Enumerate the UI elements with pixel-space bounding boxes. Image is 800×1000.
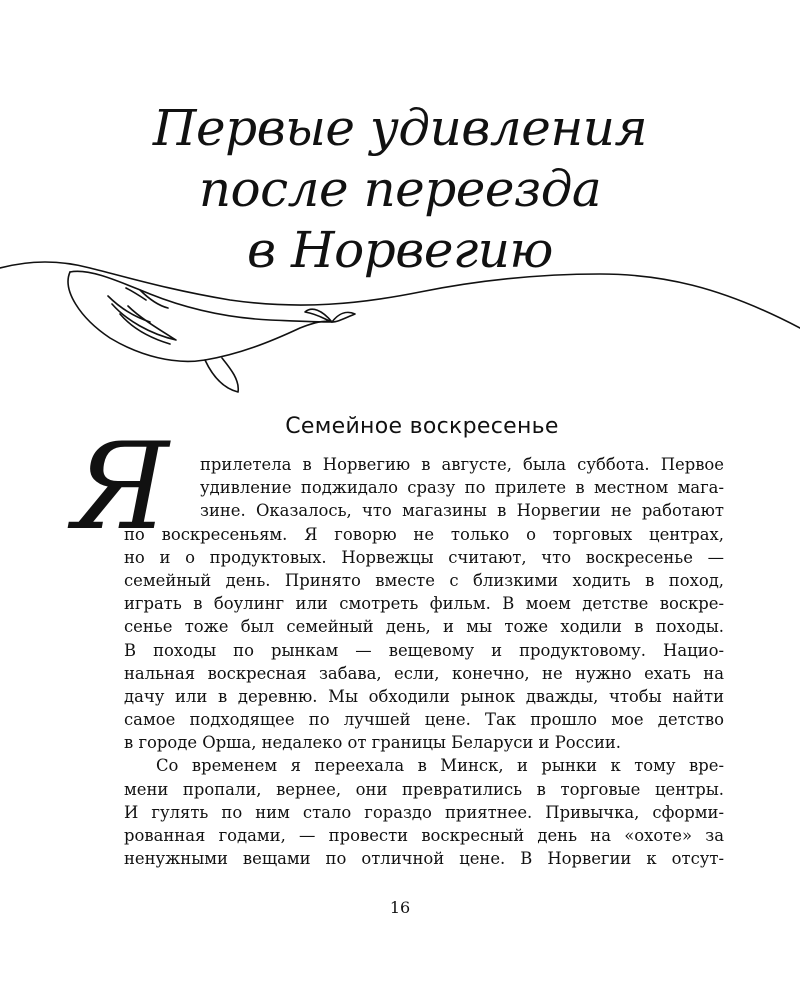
text-line: дачу или в деревню. Мы обходили рынок дважды, чтобы найти [124, 686, 724, 706]
whale-illustration [0, 230, 800, 410]
text-line: играть в боулинг или смотреть фильм. В моем детстве воскре- [124, 594, 724, 614]
text-line: самое подходящее по лучшей цене. Так прошло мое детство [124, 710, 724, 730]
text-line: рованная годами, — провести воскресный день на «охоте» за [124, 826, 724, 845]
text-line: по воскресеньям. Я говорю не только о торговых центрах, [124, 524, 724, 544]
whale-fin [205, 358, 238, 392]
page-number: 16 [389, 898, 411, 917]
chapter-title-line-1: Первые удивления [152, 99, 648, 157]
section-heading: Семейное воскресенье [285, 414, 559, 439]
text-line: ненужными вещами по отличной цене. В Норвегии к отсут- [124, 849, 724, 869]
text-line: но и о продуктовых. Норвежцы считают, что воскресенье — [124, 547, 724, 567]
drop-cap: Я [72, 418, 169, 557]
text-line: В походы по рынкам — вещевому и продуктовому. Нацио- [124, 640, 724, 660]
text-line: нальная воскресная забава, если, конечно, не нужно ехать на [124, 663, 724, 683]
wave-line [0, 262, 800, 328]
chapter-title-line-2: после переезда [198, 160, 602, 218]
text-line: сенье тоже был семейный день, и мы тоже ходили в походы. [124, 617, 724, 637]
text-line: в городе Орша, недалеко от границы Беларуси и России. [124, 733, 622, 753]
text-line: мени пропали, вернее, они превратились в торговые центры. [124, 779, 724, 799]
text-line: удивление поджидало сразу по прилете в местном мага- [200, 478, 724, 498]
body-text [124, 453, 724, 870]
text-line: прилетела в Норвегию в августе, была суббота. Первое [200, 455, 724, 474]
whale-tail [305, 309, 355, 322]
text-line: семейный день. Принято вместе с близкими ходить в поход, [124, 570, 724, 590]
whale-body [68, 272, 332, 361]
text-line: И гулять по ним стало гораздо приятнее. Привычка, сформи- [124, 802, 724, 822]
text-line: зине. Оказалось, что магазины в Норвегии не работают [200, 501, 724, 521]
text-line: Со временем я переехала в Минск, и рынки к тому вре- [156, 756, 724, 776]
chapter-title-line-3: в Норвегию [247, 221, 553, 279]
